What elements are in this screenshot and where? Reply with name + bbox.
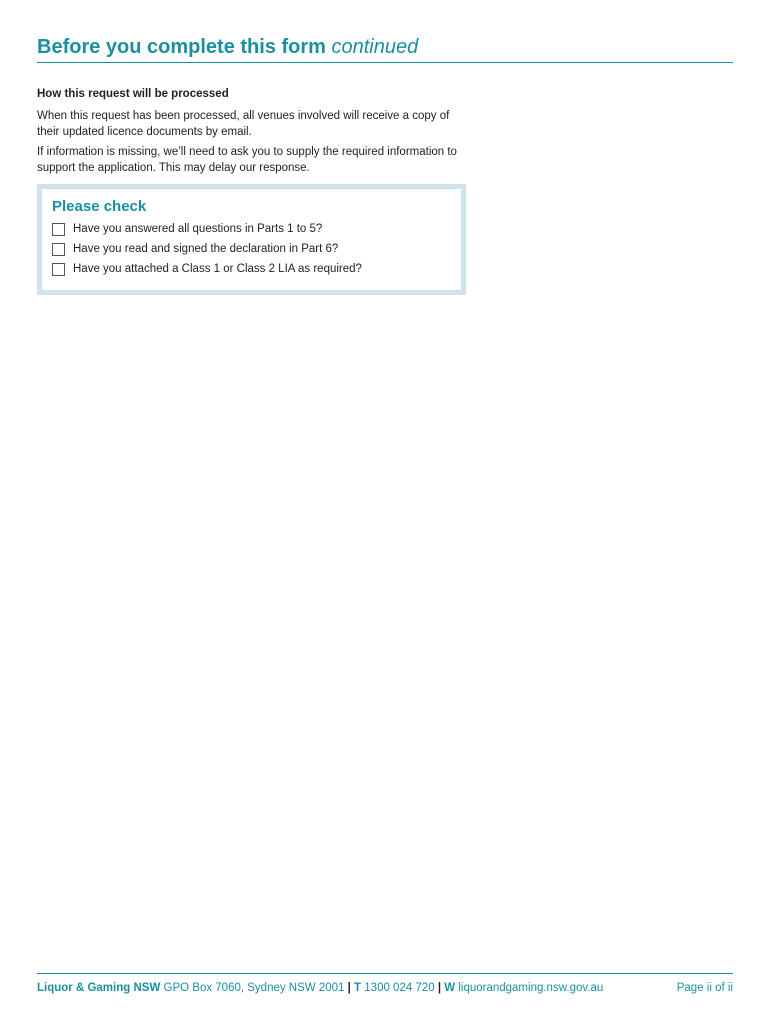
processing-paragraph-2: If information is missing, we’ll need to ask you to supply the required information to support the application. This may delay our response.: [37, 146, 457, 174]
checkbox-answered-questions[interactable]: [52, 223, 65, 236]
footer-separator: |: [347, 982, 351, 994]
page-title: [37, 34, 733, 60]
checkbox-signed-declaration[interactable]: [52, 243, 65, 256]
processing-section: [37, 87, 457, 180]
footer-org: Liquor & Gaming NSW: [37, 982, 161, 994]
footer-web-link[interactable]: liquorandgaming.nsw.gov.au: [458, 982, 604, 994]
checklist-item: [52, 259, 362, 279]
footer-address: GPO Box 7060, Sydney NSW 2001: [163, 982, 345, 994]
checklist-item-label: Have you answered all questions in Parts 1 to 5?: [73, 223, 323, 235]
footer-page-number: Page ii of ii: [676, 982, 733, 994]
checklist-item-label: Have you attached a Class 1 or Class 2 LIA as required?: [73, 263, 362, 275]
checklist-item: [52, 239, 362, 259]
processing-heading: How this request will be processed: [37, 88, 229, 100]
page-title-main: Before you complete this form: [37, 36, 326, 58]
checkbox-attached-lia[interactable]: [52, 263, 65, 276]
checklist-item-label: Have you read and signed the declaration in Part 6?: [73, 243, 339, 255]
checklist: [52, 219, 362, 279]
page-header: [37, 34, 733, 63]
footer-web-label: W: [444, 982, 456, 994]
processing-paragraph-1: When this request has been processed, all venues involved will receive a copy of their updated licence documents by email.: [37, 110, 450, 138]
footer-contact: [37, 980, 603, 996]
please-check-title: Please check: [52, 198, 147, 215]
footer-phone: 1300 024 720: [364, 982, 435, 994]
please-check-box: [37, 184, 466, 295]
page-footer: [37, 973, 733, 996]
footer-phone-label: T: [354, 982, 362, 994]
footer-separator: |: [437, 982, 442, 994]
page-title-suffix: continued: [331, 36, 419, 58]
checklist-item: [52, 219, 362, 239]
